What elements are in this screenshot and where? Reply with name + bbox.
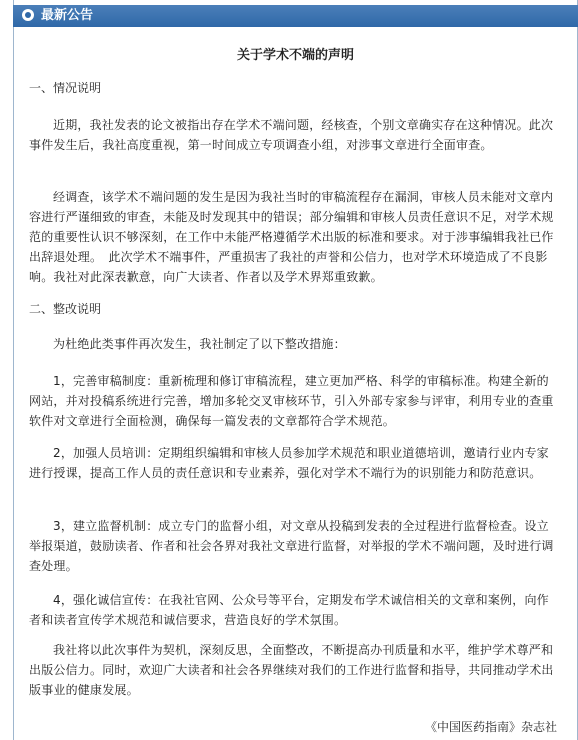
article-title: 关于学术不端的声明 (236, 48, 354, 63)
panel-header (13, 5, 578, 27)
paragraph-4: 1，完善审稿制度：重新梳理和修订审稿流程，建立更加严格、科学的审稿标准。构建全新的网站，并对投稿系统进行完善，增加多轮交叉审核环节，引入外部专家参与评审，利用专业的查重软件对文章进行全面检测，确保每一篇发表的文章都符合学术规范。 (29, 374, 554, 428)
signature: 《中国医药指南》杂志社 (424, 720, 557, 734)
paragraph-8: 我社将以此次事件为契机，深刻反思，全面整改，不断提高办刊质量和水平，维护学术尊严和出版公信力。同时，欢迎广大读者和社会各界继续对我们的工作进行监督和指导，共同推动学术出版事业的健康发展。 (29, 643, 554, 697)
paragraph-2: 经调查，该学术不端问题的发生是因为我社当时的审稿流程存在漏洞，审核人员未能对文章内容进行严谨细致的审查，未能及时发现其中的错误；部分编辑和审核人员责任意识不足，对学术规范的重要性认识不够深刻，在工作中未能严格遵循学术出版的标准和要求。对于涉事编辑我社已作出辞退处理。 此次学术不端事件，严重损害了我社的声誉和公信力，也对学术环境造成了不良影响。我社对此深表歉意，向广大读者、作者以及学术界郑重致歉。 (29, 190, 554, 284)
panel-header-title: 最新公告 (41, 8, 94, 23)
paragraph-3: 为杜绝此类事件再次发生，我社制定了以下整改措施： (53, 337, 346, 351)
info-circle-icon (22, 9, 34, 21)
paragraph-6: 3，建立监督机制：成立专门的监督小组，对文章从投稿到发表的全过程进行监督检查。设立举报渠道，鼓励读者、作者和社会各界对我社文章进行监督，对举报的学术不端问题，及时进行调查处理。 (29, 519, 554, 573)
paragraph-5: 2，加强人员培训：定期组织编辑和审核人员参加学术规范和职业道德培训，邀请行业内专家进行授课，提高工作人员的责任意识和专业素养，强化对学术不端行为的识别能力和防范意识。 (29, 446, 549, 480)
section-heading-1: 一、情况说明 (29, 81, 102, 95)
section-heading-2: 二、整改说明 (29, 302, 102, 316)
paragraph-7: 4，强化诚信宣传：在我社官网、公众号等平台，定期发布学术诚信相关的文章和案例，向作者和读者宣传学术规范和诚信要求，营造良好的学术氛围。 (29, 593, 549, 627)
paragraph-1: 近期，我社发表的论文被指出存在学术不端问题，经核查，个别文章确实存在这种情况。此次事件发生后，我社高度重视，第一时间成立专项调查小组，对涉事文章进行全面审查。 (29, 118, 554, 152)
